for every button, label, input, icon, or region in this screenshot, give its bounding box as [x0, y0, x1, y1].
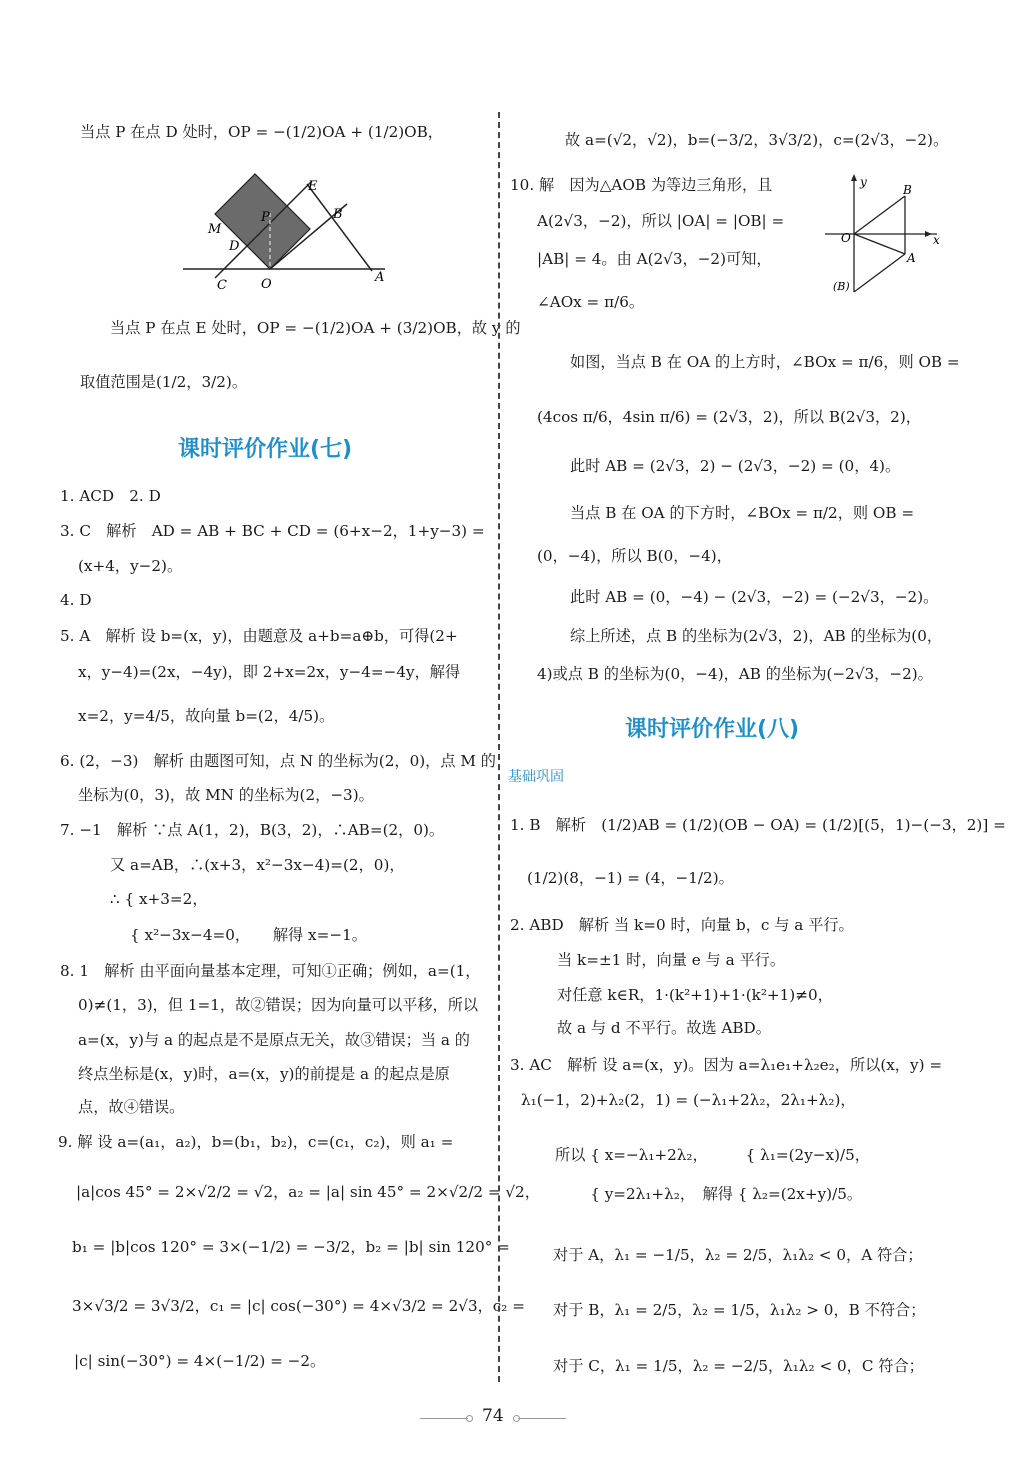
segment-oa	[854, 234, 905, 254]
text-line: 故 a=(√2，√2)，b=(−3/2，3√3/2)，c=(2√3，−2)。	[565, 131, 949, 149]
text-line: 8. 1 解析 由平面向量基本定理，可知①正确；例如，a=(1，	[60, 962, 481, 980]
text-line: 坐标为(0，3)，故 MN 的坐标为(2，−3)。	[78, 786, 374, 804]
text-line: 对于 C，λ₁ = 1/5，λ₂ = −2/5，λ₁λ₂ < 0，C 符合；	[553, 1357, 924, 1375]
label-p: P	[261, 210, 270, 225]
geometry-figure-left	[175, 168, 405, 298]
text-line: 10. 解 因为△AOB 为等边三角形，且	[510, 176, 773, 194]
text-line: 所以 { x=−λ₁+2λ₂， { λ₁=(2y−x)/5，	[555, 1146, 870, 1164]
text-line: 此时 AB = (0，−4) − (2√3，−2) = (−2√3，−2)。	[570, 588, 939, 606]
label-b: B	[903, 183, 912, 197]
label-a: A	[907, 251, 916, 265]
section-title-8: 课时评价作业(八)	[625, 717, 800, 742]
text-line: 点，故④错误。	[78, 1098, 185, 1116]
label-a: A	[375, 270, 385, 285]
text-line: 当点 P 在点 D 处时，OP = −(1/2)OA + (1/2)OB，	[80, 123, 443, 141]
line-ba	[307, 184, 372, 271]
text-line: 3×√3/2 = 3√3/2，c₁ = |c| cos(−30°) = 4×√3/2 = 2√3，c₂ =	[72, 1297, 525, 1315]
segment-b2a	[854, 254, 905, 292]
text-line: (1/2)(8，−1) = (4，−1/2)。	[527, 869, 734, 887]
text-line: 当点 B 在 OA 的下方时，∠BOx = π/2，则 OB =	[570, 504, 915, 522]
text-line: |a|cos 45° = 2×√2/2 = √2，a₂ = |a| sin 45° = 2×√2/2 = √2，	[76, 1183, 540, 1201]
text-line: 4)或点 B 的坐标为(0，−4)，AB 的坐标为(−2√3，−2)。	[537, 665, 933, 683]
text-line: x，y−4)=(2x，−4y)，即 2+x=2x，y−4=−4y，解得	[78, 663, 461, 681]
segment-ob	[854, 196, 905, 234]
label-m: M	[208, 222, 222, 237]
text-line: { y=2λ₁+λ₂， 解得 { λ₂=(2x+y)/5。	[555, 1185, 863, 1203]
text-line: 6. (2，−3) 解析 由题图可知，点 N 的坐标为(2，0)，点 M 的	[60, 752, 496, 770]
text-line: x=2，y=4/5，故向量 b=(2，4/5)。	[78, 707, 335, 725]
label-o: O	[261, 277, 272, 292]
text-line: A(2√3，−2)，所以 |OA| = |OB| =	[537, 212, 785, 230]
page-footer	[0, 1406, 1011, 1434]
label-c: C	[217, 278, 227, 293]
text-line: 3. C 解析 AD = AB + BC + CD = (6+x−2，1+y−3) =	[60, 522, 485, 540]
footer-rule-left	[420, 1418, 468, 1419]
label-b: B	[333, 207, 343, 222]
footer-dot-left	[466, 1415, 473, 1422]
text-line: a=(x，y)与 a 的起点是不是原点无关，故③错误；当 a 的	[78, 1031, 470, 1049]
label-x: x	[933, 233, 940, 247]
page-number: 74	[482, 1406, 504, 1426]
column-divider	[498, 112, 500, 1382]
text-line: 1. B 解析 (1/2)AB = (1/2)(OB − OA) = (1/2)[(5，1)−(−3，2)] =	[510, 816, 1006, 834]
text-line: (4cos π/6，4sin π/6) = (2√3，2)，所以 B(2√3，2)，	[537, 408, 921, 426]
text-line: 当 k=±1 时，向量 e 与 a 平行。	[557, 951, 786, 969]
text-line: ∠AOx = π/6。	[537, 293, 645, 311]
text-line: 终点坐标是(x，y)时，a=(x，y)的前提是 a 的起点是原	[78, 1065, 450, 1083]
text-line: 5. A 解析 设 b=(x，y)，由题意及 a+b=a⊕b，可得(2+	[60, 627, 458, 645]
text-line: 故 a 与 d 不平行。故选 ABD。	[557, 1019, 771, 1037]
text-line: 又 a=AB，∴(x+3，x²−3x−4)=(2，0)，	[110, 856, 405, 874]
text-line: 此时 AB = (2√3，2) − (2√3，−2) = (0，4)。	[570, 457, 901, 475]
right-column	[505, 0, 1011, 1474]
y-arrow	[851, 174, 857, 181]
text-line: |AB| = 4。由 A(2√3，−2)可知，	[537, 250, 772, 268]
label-y: y	[860, 175, 867, 189]
section-title-7: 课时评价作业(七)	[178, 437, 353, 462]
label-e: E	[308, 179, 318, 194]
text-line: 0)≠(1，3)，但 1=1，故②错误；因为向量可以平移，所以	[78, 996, 479, 1014]
text-line: 2. ABD 解析 当 k=0 时，向量 b，c 与 a 平行。	[510, 916, 854, 934]
text-line: 3. AC 解析 设 a=(x，y)。因为 a=λ₁e₁+λ₂e₂，所以(x，y) =	[510, 1056, 943, 1074]
text-line: λ₁(−1，2)+λ₂(2，1) = (−λ₁+2λ₂，2λ₁+λ₂)，	[521, 1091, 856, 1109]
text-line: 综上所述，点 B 的坐标为(2√3，2)，AB 的坐标为(0，	[570, 627, 943, 645]
x-arrow	[925, 231, 932, 237]
text-line: (0，−4)，所以 B(0，−4)，	[537, 547, 732, 565]
text-line: b₁ = |b|cos 120° = 3×(−1/2) = −3/2，b₂ = |b| sin 120° =	[72, 1238, 510, 1256]
text-line: ∴ { x+3=2，	[110, 890, 208, 908]
label-b-lower: (B)	[833, 280, 850, 293]
text-line: (x+4，y−2)。	[78, 557, 183, 575]
text-line: 对任意 k∈R，1·(k²+1)+1·(k²+1)≠0，	[557, 986, 833, 1004]
footer-rule-right	[518, 1418, 566, 1419]
text-line: 9. 解 设 a=(a₁，a₂)，b=(b₁，b₂)，c=(c₁，c₂)，则 a₁ =	[58, 1133, 454, 1151]
text-line: 对于 A，λ₁ = −1/5，λ₂ = 2/5，λ₁λ₂ < 0，A 符合；	[553, 1246, 923, 1264]
text-line: { x²−3x−4=0， 解得 x=−1。	[110, 926, 367, 944]
text-line: |c| sin(−30°) = 4×(−1/2) = −2。	[74, 1352, 326, 1370]
text-line: 当点 P 在点 E 处时，OP = −(1/2)OA + (3/2)OB，故 y 的	[110, 319, 521, 337]
text-line: 取值范围是(1/2，3/2)。	[80, 373, 248, 391]
text-line: 如图，当点 B 在 OA 的上方时，∠BOx = π/6，则 OB =	[570, 353, 960, 371]
subhead-basic: 基础巩固	[508, 769, 564, 785]
label-d: D	[229, 239, 240, 254]
text-line: 4. D	[60, 591, 92, 609]
text-line: 对于 B，λ₁ = 2/5，λ₂ = 1/5，λ₁λ₂ > 0，B 不符合；	[553, 1301, 926, 1319]
label-o: O	[841, 231, 851, 245]
text-line: 7. −1 解析 ∵点 A(1，2)，B(3，2)，∴AB=(2，0)。	[60, 821, 445, 839]
coordinate-figure-right	[825, 172, 945, 297]
text-line: 1. ACD 2. D	[60, 487, 161, 505]
